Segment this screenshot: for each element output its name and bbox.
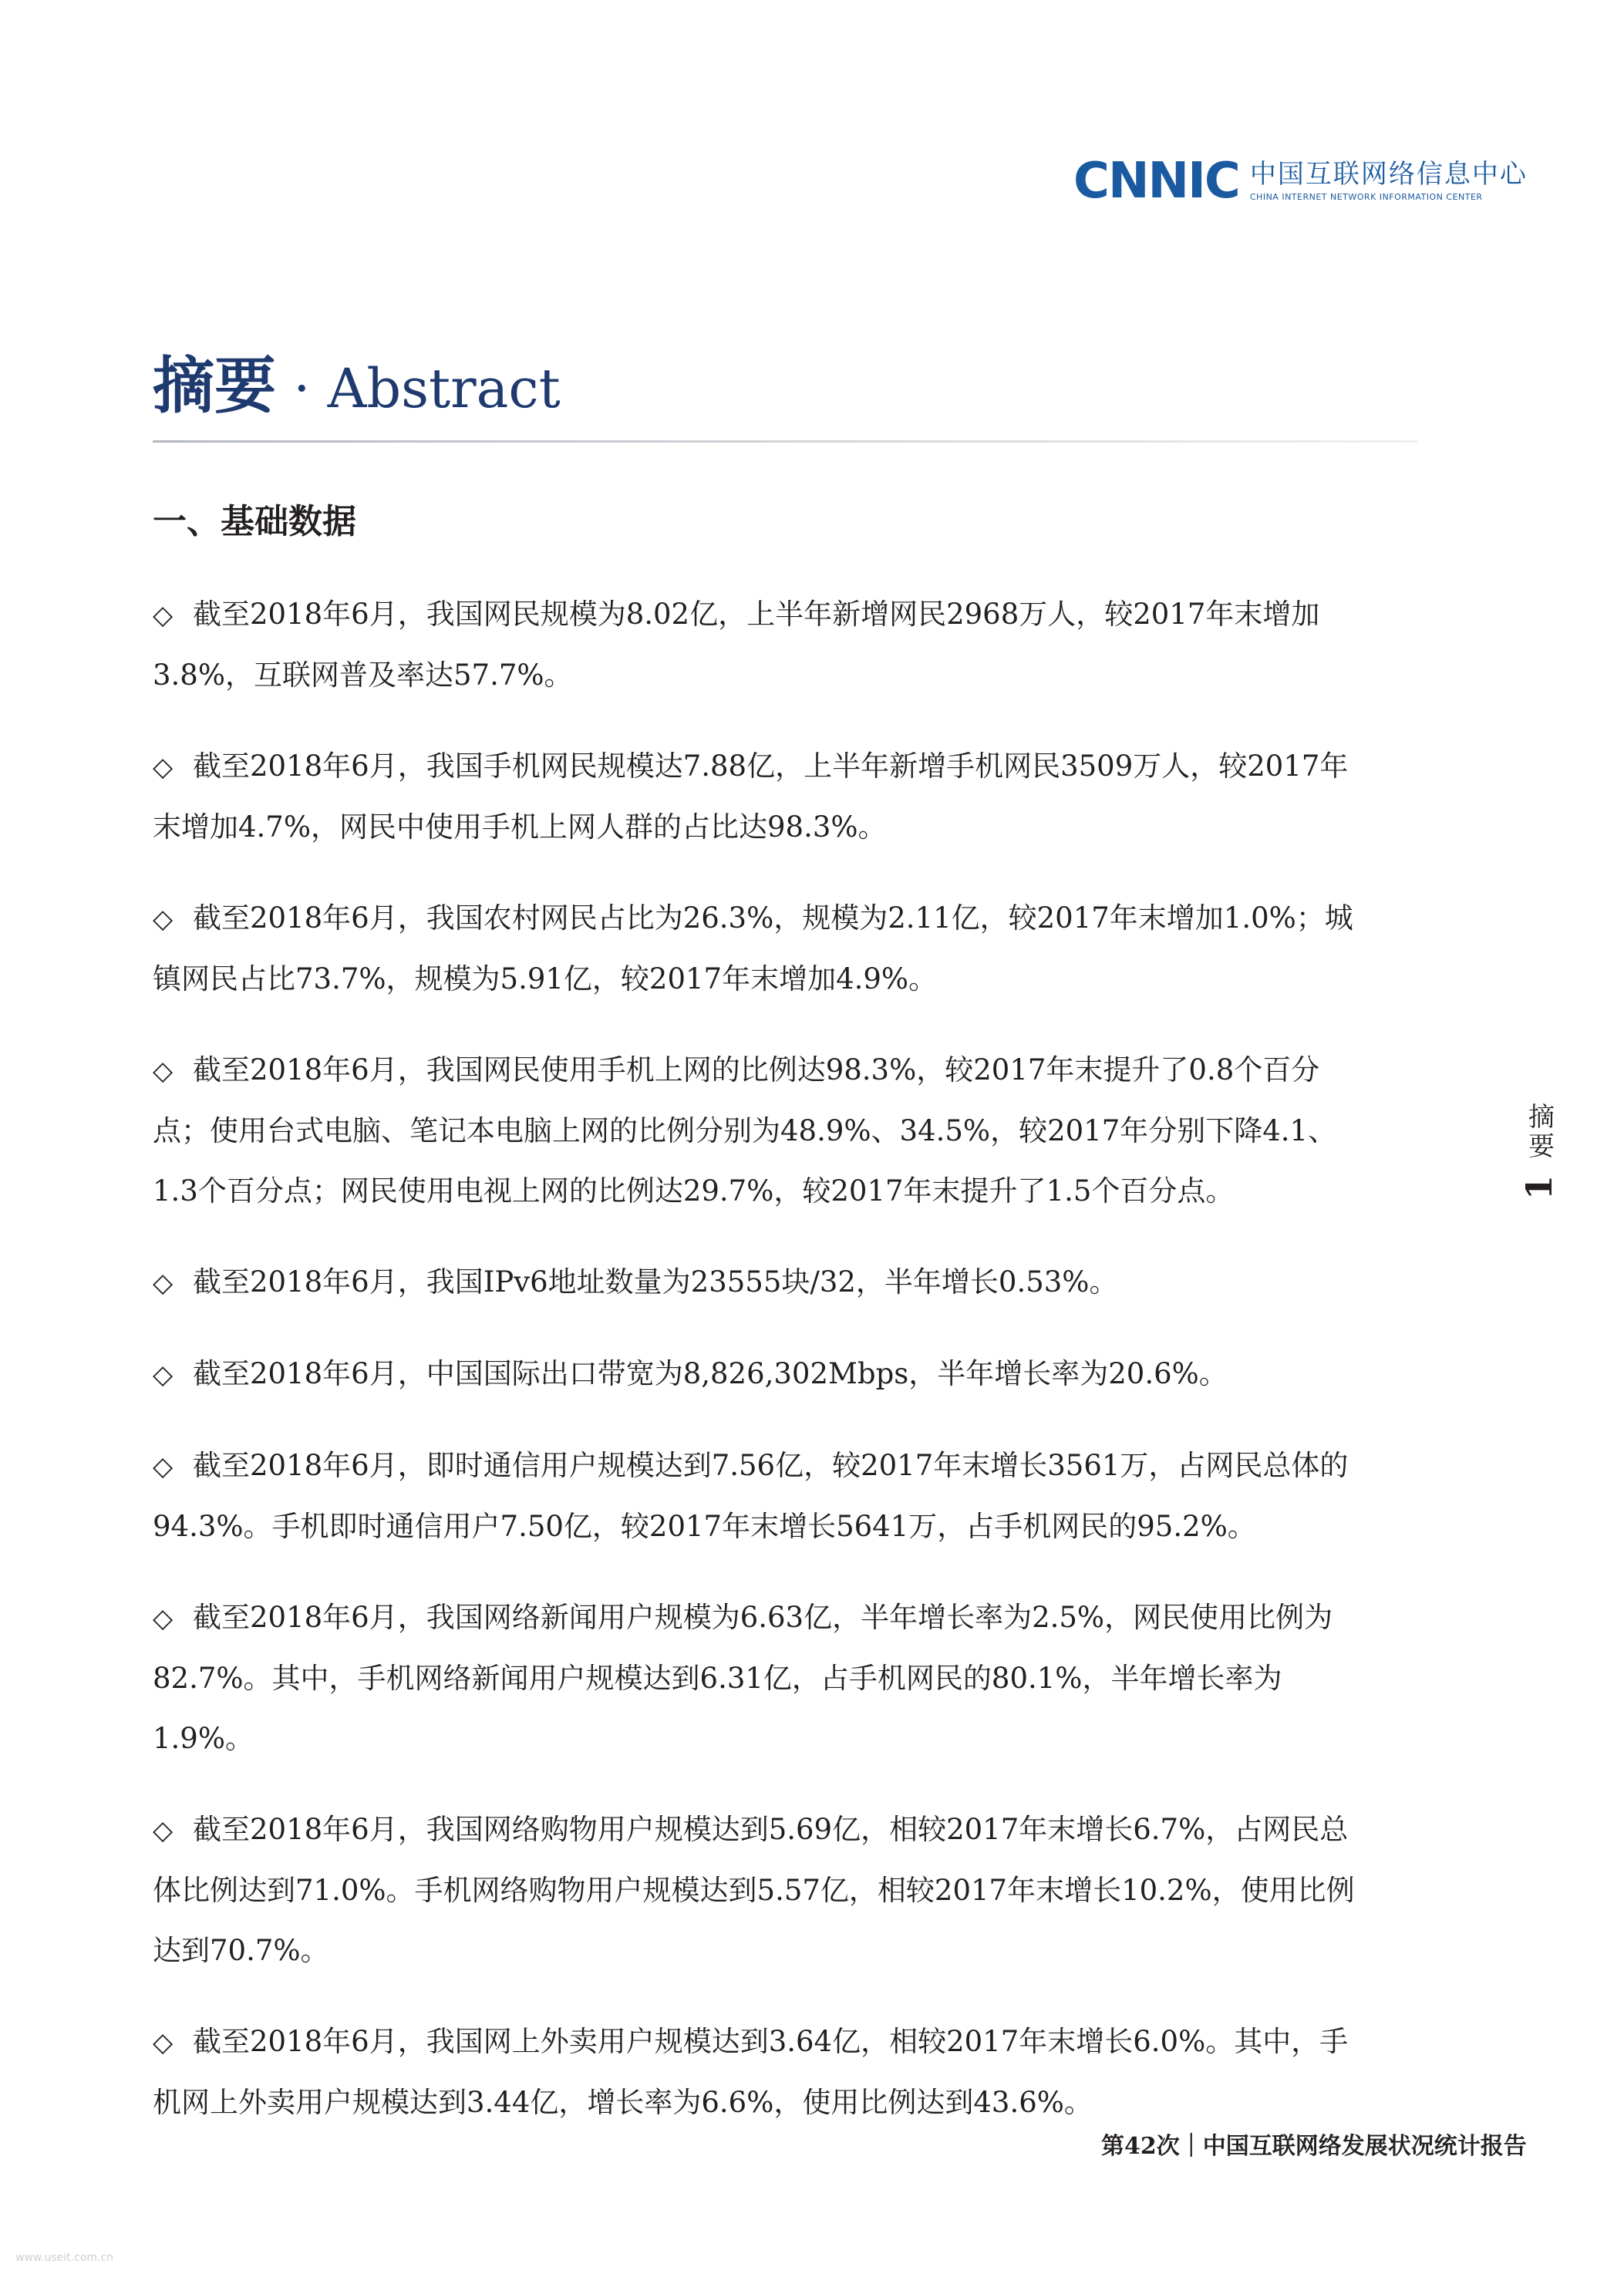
bullet-text: 截至2018年6月，我国手机网民规模达7.88亿，上半年新增手机网民3509万人，较2017年末增加4.7%，网民中使用手机上网人群的占比达98.3%。 [153,750,1349,844]
section-heading: 一、基础数据 [153,502,356,541]
bullet-text: 截至2018年6月，我国网上外卖用户规模达到3.64亿，相较2017年末增长6.0%。其中，手机网上外卖用户规模达到3.44亿，增长率为6.6%，使用比例达到43.6%。 [153,2025,1349,2119]
diamond-bullet-icon: ◇ [153,1359,174,1390]
diamond-bullet-icon: ◇ [153,904,174,935]
bullet-item [153,584,1356,706]
diamond-bullet-icon: ◇ [153,1056,174,1086]
bullet-text: 截至2018年6月，中国国际出口带宽为8,826,302Mbps，半年增长率为20.6%。 [193,1357,1228,1390]
org-name-en: CHINA INTERNET NETWORK INFORMATION CENTER [1249,192,1483,203]
page-number: 1 [1518,1175,1560,1201]
side-tab-label: 摘要 [1523,1103,1555,1161]
bullet-item [153,1800,1356,1981]
org-name-cn: 中国互联网络信息中心 [1249,158,1528,190]
bullet-text: 截至2018年6月，我国网民规模为8.02亿，上半年新增网民2968万人，较2017年末增加3.8%，互联网普及率达57.7%。 [153,598,1320,692]
bullet-text: 截至2018年6月，我国IPv6地址数量为23555块/32，半年增长0.53%。 [193,1265,1118,1299]
bullet-item [153,1040,1356,1221]
bullet-item [153,736,1356,857]
diamond-bullet-icon: ◇ [153,600,174,631]
bullet-item [153,2012,1356,2133]
bullet-item [153,1588,1356,1769]
bullet-text: 截至2018年6月，即时通信用户规模达到7.56亿，较2017年末增长3561万，占网民总体的94.3%。手机即时通信用户7.50亿，较2017年末增长5641万，占手机网民的95.2%。 [153,1449,1349,1543]
title-divider [153,440,1417,443]
diamond-bullet-icon: ◇ [153,1268,174,1299]
page-title-cn: 摘要 [153,349,276,422]
diamond-bullet-icon: ◇ [153,752,174,783]
page-title-sep: · [276,357,328,420]
watermark: www.useit.com.cn [15,2252,114,2264]
logo-text [1250,160,1528,202]
bullet-item [153,888,1356,1009]
bullet-item [153,1436,1356,1557]
footer-report-title: 第42次｜中国互联网络发展状况统计报告 [1101,2133,1527,2160]
side-tab [1516,1103,1562,1200]
bullet-text: 截至2018年6月，我国网络新闻用户规模为6.63亿，半年增长率为2.5%，网民使用比例为82.7%。其中，手机网络新闻用户规模达到6.31亿，占手机网民的80.1%，半年增长率为1.9%。 [153,1601,1333,1755]
bullet-item [153,1344,1356,1405]
diamond-bullet-icon: ◇ [153,2027,174,2058]
page-title [153,349,561,422]
diamond-bullet-icon: ◇ [153,1815,174,1846]
diamond-bullet-icon: ◇ [153,1451,174,1482]
bullet-text: 截至2018年6月，我国网络购物用户规模达到5.69亿，相较2017年末增长6.7%，占网民总体比例达到71.0%。手机网络购物用户规模达到5.57亿，相较2017年末增长10.2%，使用比例达到70.7%。 [153,1813,1355,1967]
bullet-item [153,1252,1356,1313]
bullet-text: 截至2018年6月，我国网民使用手机上网的比例达98.3%，较2017年末提升了0.8个百分点；使用台式电脑、笔记本电脑上网的比例分别为48.9%、34.5%，较2017年分别下降4.1、1.3个百分点；网民使用电视上网的比例达29.7%，较2017年末提升了1.5个百分点。 [153,1053,1337,1208]
cnnic-logo [1073,154,1528,208]
logo-mark: CNNIC [1073,153,1239,210]
page-title-en: Abstract [327,357,561,420]
bullet-text: 截至2018年6月，我国农村网民占比为26.3%，规模为2.11亿，较2017年末增加1.0%；城镇网民占比73.7%，规模为5.91亿，较2017年末增加4.9%。 [153,901,1353,995]
bullet-list [153,584,1356,2164]
diamond-bullet-icon: ◇ [153,1603,174,1634]
